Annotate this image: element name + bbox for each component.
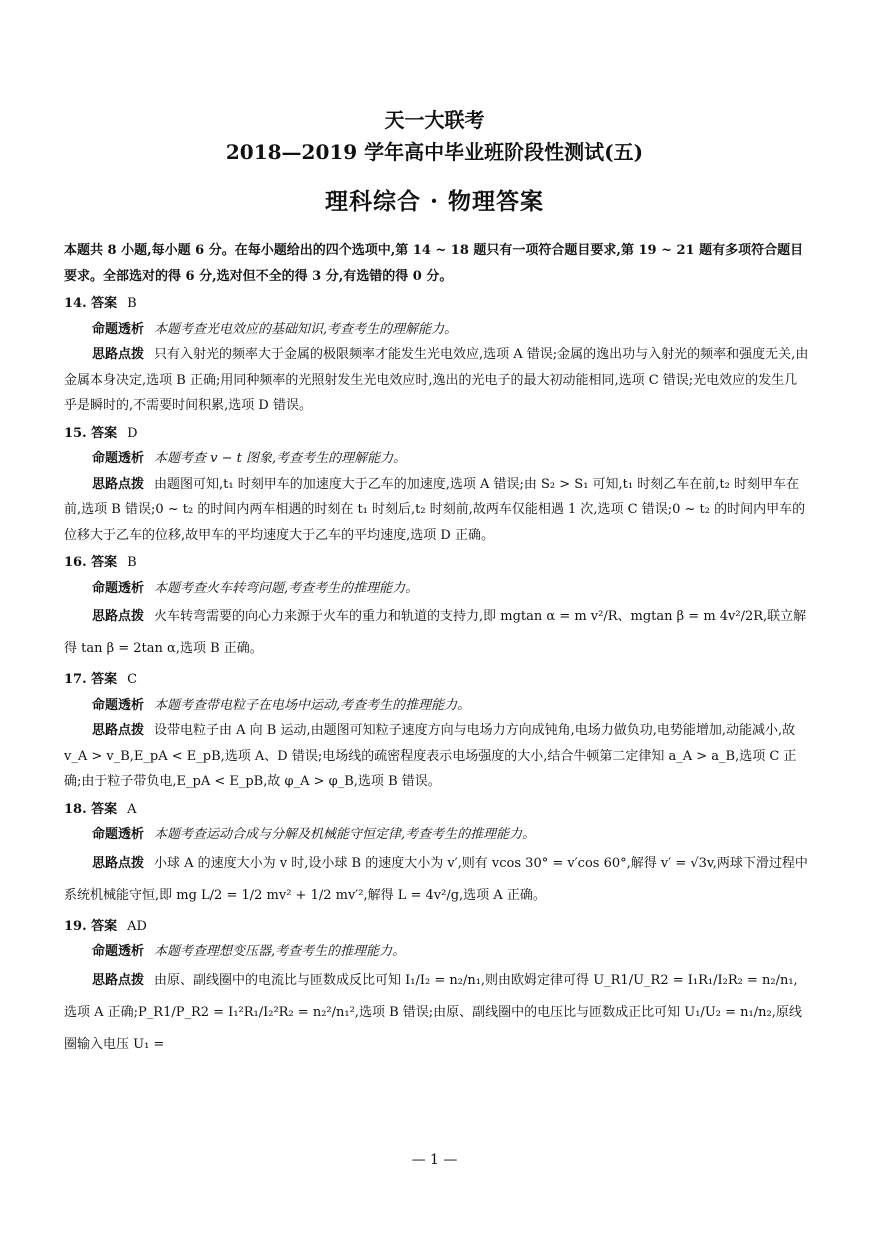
hint-line: 思路点拨 设带电粒子由 A 向 B 运动,由题图可知粒子速度方向与电场力方向成钝角,电场力做负功,电势能增加,动能减小,故 v_A > v_B,E_pA < E_pB,选项 A、D 错误;电场线的疏密程度表示电场强度的大小,结合牛顿第二定律知 a_A > a_B,选项 C 正确;由于粒子带负电,E_pA < E_pB,故 φ_A > φ_B,选项 B 错误。 <box>64 723 797 789</box>
hint-line: 思路点拨 由原、副线圈中的电流比与匝数成反比可知 I₁/I₂ = n₂/n₁,则由欧姆定律可得 U_R1/U_R2 = I₁R₁/I₂R₂ = n₂/n₁,选项 A 正确;P_R1/P_R2 = I₁²R₁/I₂²R₂ = n₂²/n₁²,选项 B 错误;由原、副线圈中的电压比与匝数成正比可知 U₁/U₂ = n₁/n₂,原线圈输入电压 U₁ = <box>64 972 802 1052</box>
section-title: 理科综合 · 物理答案 <box>324 188 545 215</box>
answer-heading: 19. 答案 AD <box>64 918 147 934</box>
question-17 <box>64 667 809 795</box>
analysis-line: 命题透析 本题考查 v − t 图象,考查考生的理解能力。 <box>92 451 407 466</box>
question-15 <box>64 421 809 549</box>
exam-subtitle: 2018—2019 学年高中毕业班阶段性测试(五) <box>225 140 644 164</box>
question-18 <box>64 797 809 912</box>
hint-line: 思路点拨 小球 A 的速度大小为 v 时,设小球 B 的速度大小为 v′,则有 vcos 30° = v′cos 60°,解得 v′ = √3v,两球下滑过程中系统机械能守恒,即 mg L/2 = 1/2 mv² + 1/2 mv′²,解得 L = 4v²/g,选项 A 正确。 <box>64 855 808 903</box>
exam-title: 天一大联考 <box>384 108 485 132</box>
analysis-line: 命题透析 本题考查运动合成与分解及机械能守恒定律,考查考生的推理能力。 <box>92 827 536 842</box>
answer-heading: 14. 答案 B <box>64 296 137 311</box>
question-16 <box>64 550 809 665</box>
answer-heading: 17. 答案 C <box>64 672 138 687</box>
hint-line: 思路点拨 火车转弯需要的向心力来源于火车的重力和轨道的支持力,即 mgtan α = m v²/R、mgtan β = m 4v²/2R,联立解得 tan β = 2tan α,选项 B 正确。 <box>64 609 807 656</box>
intro-paragraph: 本题共 8 小题,每小题 6 分。在每小题给出的四个选项中,第 14 ~ 18 题只有一项符合题目要求,第 19 ~ 21 题有多项符合题目要求。全部选对的得 6 分,选对但不全的得 3 分,有选错的得 0 分。 <box>64 243 804 284</box>
answer-heading: 18. 答案 A <box>64 801 137 817</box>
page-number: — 1 — <box>411 1152 458 1168</box>
question-14 <box>64 291 809 419</box>
hint-line: 思路点拨 只有入射光的频率大于金属的极限频率才能发生光电效应,选项 A 错误;金属的逸出功与入射光的频率和强度无关,由金属本身决定,选项 B 正确;用同种频率的光照射发生光电效应时,逸出的光电子的最大初动能相同,选项 C 错误;光电效应的发生几乎是瞬时的,不需要时间积累,选项 D 错误。 <box>64 347 809 413</box>
answer-value: A <box>127 801 137 817</box>
answer-value: C <box>127 672 138 687</box>
question-19 <box>64 914 809 1061</box>
answer-value: D <box>127 425 138 441</box>
hint-line: 思路点拨 由题图可知,t₁ 时刻甲车的加速度大于乙车的加速度,选项 A 错误;由 S₂ > S₁ 可知,t₁ 时刻乙车在前,t₂ 时刻甲车在前,选项 B 错误;0 ~ t₂ 的时间内两车相遇的时刻在 t₁ 时刻后,t₂ 时刻前,故两车仅能相遇 1 次,选项 C 错误;0 ~ t₂ 的时间内甲车的位移大于乙车的位移,故甲车的平均速度大于乙车的平均速度,选项 D 正确。 <box>64 476 806 543</box>
analysis-line: 命题透析 本题考查光电效应的基础知识,考查考生的理解能力。 <box>92 321 458 337</box>
answer-heading: 16. 答案 B <box>64 555 137 570</box>
analysis-line: 命题透析 本题考查带电粒子在电场中运动,考查考生的推理能力。 <box>92 697 471 713</box>
answer-heading: 15. 答案 D <box>64 425 138 441</box>
answer-value: B <box>127 555 137 570</box>
analysis-line: 命题透析 本题考查理想变压器,考查考生的推理能力。 <box>92 944 406 959</box>
analysis-line: 命题透析 本题考查火车转弯问题,考查考生的推理能力。 <box>92 580 419 596</box>
answer-value: B <box>127 296 137 311</box>
answer-value: AD <box>127 918 147 934</box>
answer-body <box>64 238 809 1061</box>
